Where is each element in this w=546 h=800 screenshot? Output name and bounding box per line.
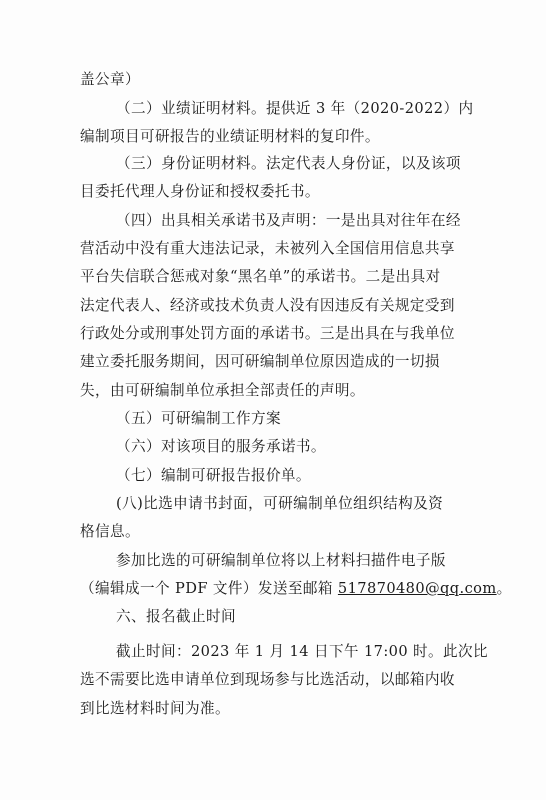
text-line: 盖公章） bbox=[80, 71, 140, 88]
text-line: 营活动中没有重大违法记录，未被列入全国信用信息共享 bbox=[80, 240, 455, 257]
text-line: （五）可研编制工作方案 bbox=[116, 410, 281, 427]
text-line: 建立委托服务期间，因可研编制单位原因造成的一切损 bbox=[80, 353, 440, 370]
text-line: 行政处分或刑事处罚方面的承诺书。三是出具在与我单位 bbox=[80, 325, 455, 342]
text-line: 格信息。 bbox=[80, 523, 140, 540]
text-line: 目委托代理人身份证和授权委托书。 bbox=[80, 183, 320, 200]
text-segment: 。 bbox=[496, 580, 512, 597]
text-line: 选不需要比选申请单位到现场参与比选活动，以邮箱内收 bbox=[80, 671, 455, 688]
text-line: 法定代表人、经济或技术负责人没有因违反有关规定受到 bbox=[80, 297, 455, 314]
text-segment: （编辑成一个 PDF 文件）发送至邮箱 bbox=[80, 580, 338, 597]
text-line: （二）业绩证明材料。提供近 3 年（2020-2022）内 bbox=[116, 100, 474, 117]
text-line: （六）对该项目的服务承诺书。 bbox=[116, 438, 326, 455]
text-line: （四）出具相关承诺书及声明：一是出具对往年在经 bbox=[116, 212, 461, 229]
text-line: 参加比选的可研编制单位将以上材料扫描件电子版 bbox=[116, 552, 446, 569]
text-line: 编制项目可研报告的业绩证明材料的复印件。 bbox=[80, 128, 380, 145]
text-line: (八)比选申请书封面，可研编制单位组织结构及资 bbox=[116, 495, 444, 512]
text-line: （三）身份证明材料。法定代表人身份证，以及该项 bbox=[116, 155, 461, 172]
text-line bbox=[80, 579, 512, 599]
text-line: 失，由可研编制单位承担全部责任的声明。 bbox=[80, 382, 365, 399]
text-line: （七）编制可研报告报价单。 bbox=[116, 467, 311, 484]
text-line: 到比选材料时间为准。 bbox=[80, 700, 230, 717]
text-line: 截止时间：2023 年 1 月 14 日下午 17:00 时。此次比 bbox=[116, 643, 489, 660]
email-link[interactable]: 517870480@qq.com bbox=[337, 580, 497, 597]
section-heading: 六、报名截止时间 bbox=[116, 608, 236, 625]
text-line: 平台失信联合惩戒对象“黑名单”的承诺书。二是出具对 bbox=[80, 268, 441, 285]
